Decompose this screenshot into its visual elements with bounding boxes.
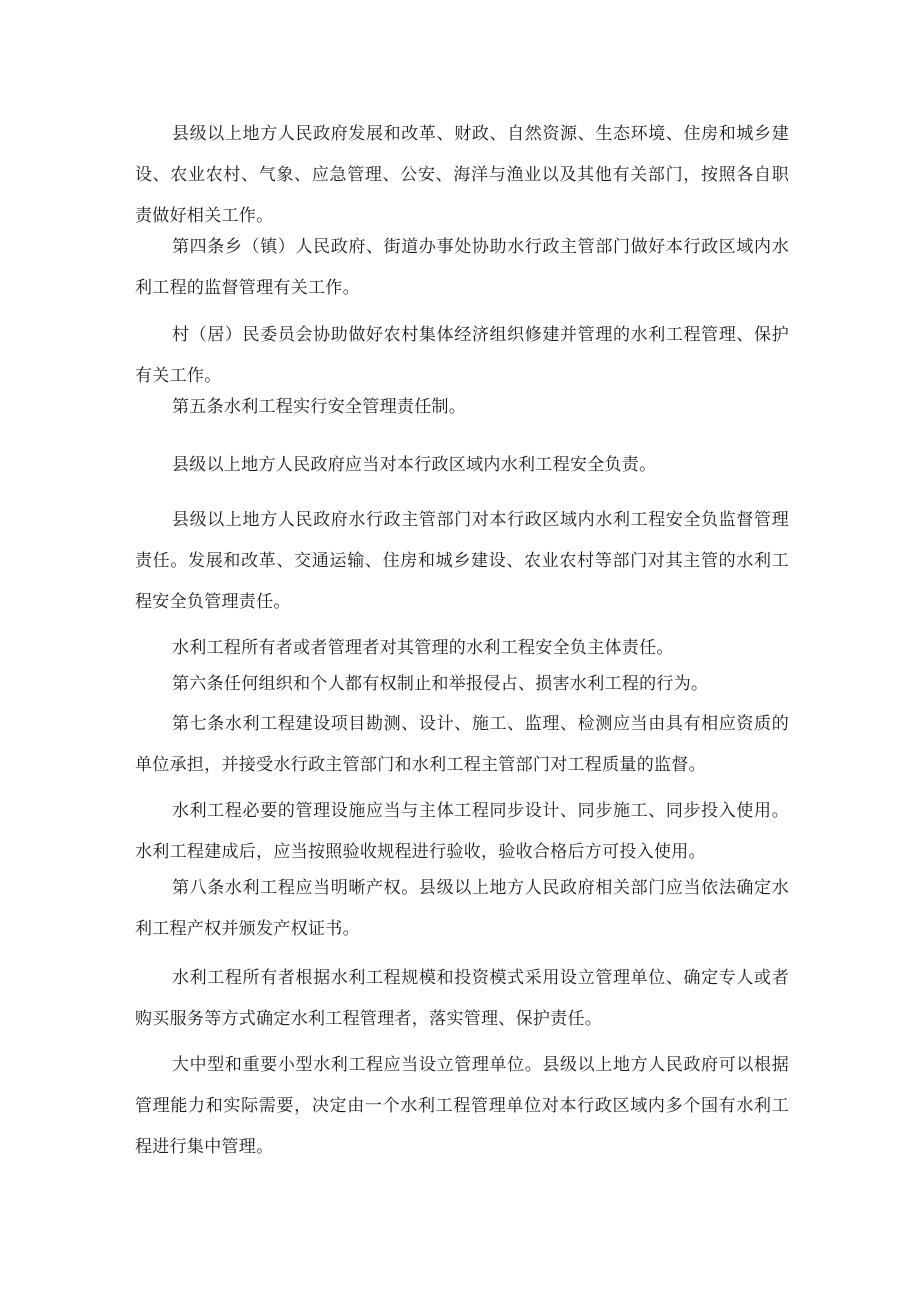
- paragraph-article-5: 第五条水利工程实行安全管理责任制。: [172, 397, 467, 417]
- paragraph-government-safety: 县级以上地方人民政府应当对本行政区域内水利工程安全负责。: [172, 455, 657, 475]
- paragraph-management-facilities: 水利工程必要的管理设施应当与主体工程同步设计、同步施工、同步投入使用。水利工程建成后，应当按照验收规程进行验收，验收合格后方可投入使用。: [135, 801, 789, 862]
- paragraph-article-4: 第四条乡（镇）人民政府、街道办事处协助水行政主管部门做好本行政区域内水利工程的监督管理有关工作。: [135, 237, 789, 298]
- paragraph-owner-responsibility: 水利工程所有者或者管理者对其管理的水利工程安全负主体责任。: [172, 638, 674, 658]
- paragraph-owner-management: 水利工程所有者根据水利工程规模和投资模式采用设立管理单位、确定专人或者购买服务等方式确定水利工程管理者，落实管理、保护责任。: [135, 968, 789, 1029]
- paragraph-management-units: 大中型和重要小型水利工程应当设立管理单位。县级以上地方人民政府可以根据管理能力和实际需要，决定由一个水利工程管理单位对本行政区域内多个国有水利工程进行集中管理。: [135, 1055, 789, 1157]
- paragraph-article-6: 第六条任何组织和个人都有权制止和举报侵占、损害水利工程的行为。: [172, 674, 709, 694]
- paragraph-article-8: 第八条水利工程应当明晰产权。县级以上地方人民政府相关部门应当依法确定水利工程产权并颁发产权证书。: [135, 878, 789, 939]
- paragraph-supervision-responsibility: 县级以上地方人民政府水行政主管部门对本行政区域内水利工程安全负监督管理责任。发展和改革、交通运输、住房和城乡建设、农业农村等部门对其主管的水利工程安全负管理责任。: [135, 510, 789, 612]
- paragraph-article-7: 第七条水利工程建设项目勘测、设计、施工、监理、检测应当由具有相应资质的单位承担，并接受水行政主管部门和水利工程主管部门对工程质量的监督。: [135, 714, 789, 775]
- paragraph-village-committee: 村（居）民委员会协助做好农村集体经济组织修建并管理的水利工程管理、保护有关工作。: [135, 325, 789, 386]
- paragraph-departments: 县级以上地方人民政府发展和改革、财政、自然资源、生态环境、住房和城乡建设、农业农村、气象、应急管理、公安、海洋与渔业以及其他有关部门，按照各自职责做好相关工作。: [135, 124, 789, 226]
